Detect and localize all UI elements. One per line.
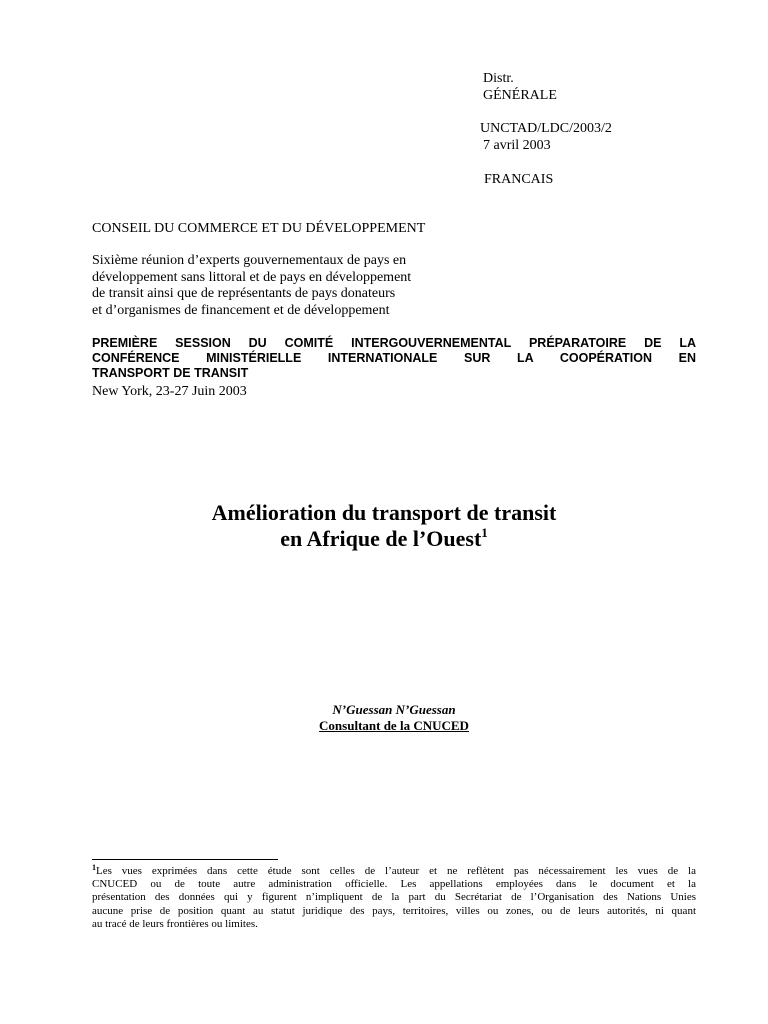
footnote-line: présentation des données qui y figurent n’impliquent de la part du Secrétariat de l’Organisation des Nations Unies: [92, 891, 696, 904]
meeting-description: [92, 253, 411, 319]
document-language: FRANCAIS: [484, 172, 554, 187]
document-date: 7 avril 2003: [483, 138, 551, 153]
footnote-line: [92, 865, 696, 878]
footnote-line: au tracé de leurs frontières ou limites.: [92, 917, 258, 930]
author-role: Consultant de la CNUCED: [319, 718, 469, 733]
session-line: CONFÉRENCE MINISTÉRIELLE INTERNATIONALE SUR LA COOPÉRATION EN: [92, 351, 696, 365]
meeting-line: et d’organismes de financement et de développement: [92, 302, 390, 318]
title-line-1: Amélioration du transport de transit: [211, 500, 557, 525]
session-title: [92, 336, 696, 381]
document-title: [0, 500, 768, 552]
author-name: N’Guessan N’Guessan: [332, 702, 456, 717]
footnote-text: Les vues exprimées dans cette étude sont celles de l’auteur et ne reflètent pas nécessairement les vues de la: [96, 865, 696, 877]
author-block: [0, 702, 768, 734]
document-symbol-block: [480, 120, 612, 154]
distribution-block: [483, 70, 557, 104]
meeting-line: développement sans littoral et de pays en développement: [92, 269, 412, 285]
session-place-date: New York, 23-27 Juin 2003: [92, 384, 247, 399]
distribution-type: GÉNÉRALE: [483, 88, 557, 103]
session-line: PREMIÈRE SESSION DU COMITÉ INTERGOUVERNEMENTAL PRÉPARATOIRE DE LA: [92, 336, 696, 350]
title-line-2-text: en Afrique de l’Ouest: [280, 526, 482, 551]
title-line-2: [0, 526, 768, 552]
meeting-line: Sixième réunion d’experts gouvernementaux de pays en: [92, 253, 407, 268]
footnote-line: CNUCED ou de toute autre administration officielle. Les appellations employées dans le document et la: [92, 878, 696, 891]
footnote: [92, 865, 696, 931]
document-symbol: UNCTAD/LDC/2003/2: [480, 121, 612, 136]
session-line: TRANSPORT DE TRANSIT: [92, 366, 249, 380]
meeting-line: de transit ainsi que de représentants de pays donateurs: [92, 286, 396, 301]
footnote-separator: [92, 859, 278, 860]
title-footnote-marker: 1: [481, 525, 488, 540]
footnote-marker: 1: [92, 863, 96, 872]
council-name: CONSEIL DU COMMERCE ET DU DÉVELOPPEMENT: [92, 221, 426, 236]
distr-label: Distr.: [483, 71, 514, 86]
footnote-line: aucune prise de position quant au statut juridique des pays, territoires, villes ou zones, ou de leurs autorités, ni quant: [92, 904, 696, 917]
